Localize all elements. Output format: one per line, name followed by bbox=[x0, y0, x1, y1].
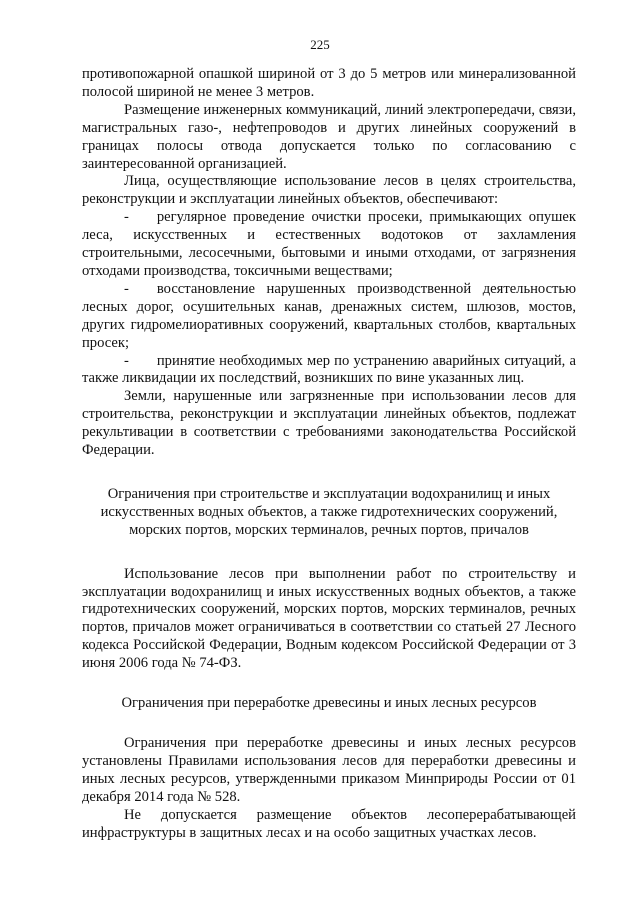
intro-paragraph-1: противопожарной опашкой шириной от 3 до 5 метров или минерализованной полосой шириной не менее 3 метров. bbox=[82, 66, 576, 100]
closing-paragraph: Земли, нарушенные или загрязненные при использовании лесов для строительства, реконструкции и эксплуатации линейных объектов, подлежат рекультивации в соответствии с требованиями законодательства Российской Федерации. bbox=[82, 388, 576, 459]
section2-paragraph-1: Ограничения при переработке древесины и иных лесных ресурсов установлены Правилами использования лесов для переработки древесины и иных лесных ресурсов, утвержденными приказом Минприроды России от 01 декабря 2014 года № 528. bbox=[82, 735, 576, 805]
bullet-dash: - bbox=[124, 280, 129, 297]
page-number: 225 bbox=[310, 37, 330, 52]
section-heading-line: искусственных водных объектов, а также гидротехнических сооружений, bbox=[100, 503, 558, 520]
bullet-item bbox=[82, 209, 576, 281]
intro-paragraph-3: Лица, осуществляющие использование лесов в целях строительства, реконструкции и эксплуатации линейных объектов, обеспечивают: bbox=[82, 173, 576, 208]
page-body bbox=[82, 66, 576, 842]
intro-paragraph-2: Размещение инженерных коммуникаций, линий электропередачи, связи, магистральных газо-, нефтепроводов и других линейных сооружений в границах полосы отвода допускается только по согласованию с заинтересованной организацией. bbox=[82, 101, 576, 172]
bullet-dash: - bbox=[124, 209, 129, 226]
section-heading-line: морских портов, морских терминалов, речных портов, причалов bbox=[129, 521, 529, 538]
bullet-text: регулярное проведение очистки просеки, примыкающих опушек леса, искусственных и естественных водотоков от захламления строительными, лесосечными, бытовыми и иными отходами, от загрязнения отходами производства, токсичными веществами; bbox=[82, 209, 576, 279]
bullet-dash: - bbox=[124, 352, 129, 369]
bullet-item bbox=[82, 353, 576, 389]
section2-paragraph-2: Не допускается размещение объектов лесоперерабатывающей инфраструктуры в защитных лесах и на особо защитных участках лесов. bbox=[82, 806, 576, 841]
bullet-text: принятие необходимых мер по устранению аварийных ситуаций, а также ликвидации их последствий, возникших по вине указанных лиц. bbox=[82, 352, 576, 387]
section2-heading: Ограничения при переработке древесины и иных лесных ресурсов bbox=[121, 695, 537, 712]
bullet-text: восстановление нарушенных производственной деятельностью лесных дорог, осушительных канав, дренажных систем, шлюзов, мостов, других гидромелиоративных сооружений, квартальных столбов, квартальных просек; bbox=[82, 280, 576, 351]
bullet-item bbox=[82, 281, 576, 353]
section-heading-line: Ограничения при строительстве и эксплуатации водохранилищ и иных bbox=[107, 485, 551, 502]
section1-paragraph: Использование лесов при выполнении работ по строительству и эксплуатации водохранилищ и иных искусственных водных объектов, а также гидротехнических сооружений, морских портов, морских терминалов, речных портов, причалов может ограничиваться в соответствии со статьей 27 Лесного кодекса Российской Федерации, Водным кодексом Российской Федерации от 3 июня 2006 года № 74-ФЗ. bbox=[82, 565, 576, 672]
